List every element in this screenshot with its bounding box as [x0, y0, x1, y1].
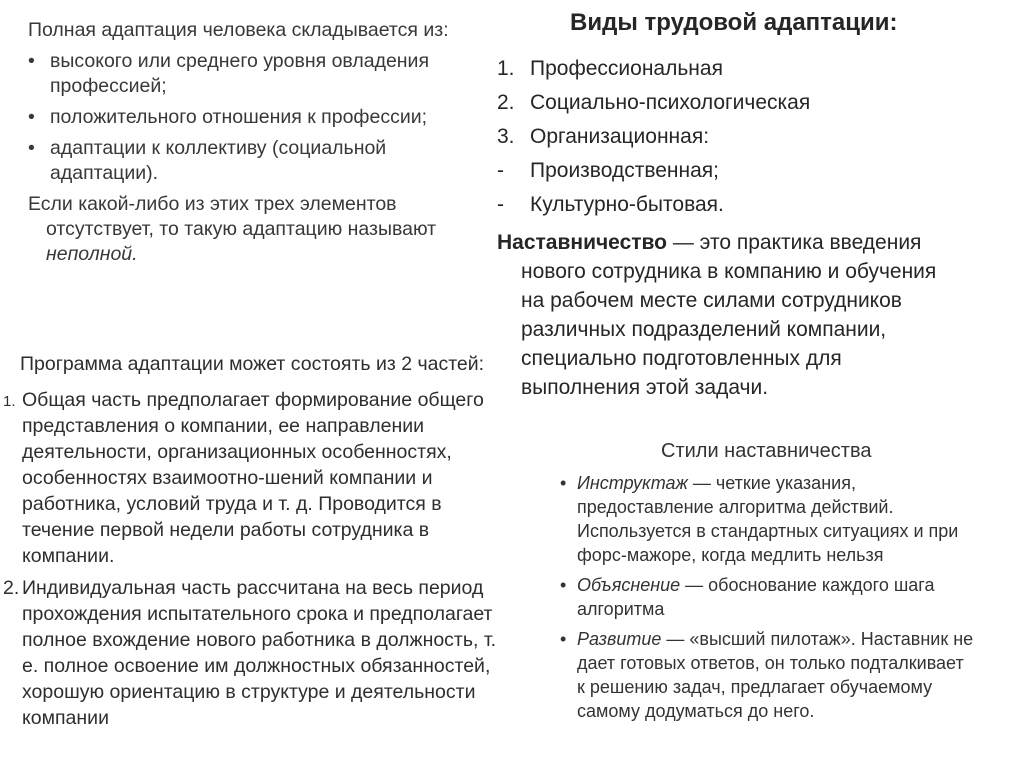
list-item-line: адаптации к коллективу (социальной — [50, 137, 387, 159]
list-item — [497, 120, 1007, 154]
item-number: 1. — [3, 393, 16, 410]
list-item-line: высокого или среднего уровня овладения — [50, 50, 430, 72]
style-line: алгоритма — [577, 599, 665, 619]
bullet-icon: • — [28, 50, 35, 72]
definition-line: на рабочем месте силами сотрудников — [521, 289, 902, 312]
list-item — [560, 627, 1020, 723]
list-item-text: Культурно-бытовая. — [530, 193, 724, 216]
bullet-icon: • — [560, 575, 567, 595]
list-item — [497, 52, 1007, 86]
list-item — [497, 188, 1007, 222]
definition-line: специально подготовленных для — [521, 347, 842, 370]
definition-line: нового сотрудника в компанию и обучения — [521, 260, 937, 283]
item-marker: 2. — [497, 91, 515, 114]
note-line: отсутствует, то такую адаптацию называют — [46, 218, 437, 240]
list-item — [28, 136, 478, 186]
list-item-line: Индивидуальная часть рассчитана на весь период — [22, 577, 484, 599]
item-marker: - — [497, 193, 504, 216]
mentoring-styles-list — [560, 471, 1020, 729]
list-item-text: Организационная: — [530, 125, 710, 148]
list-item — [497, 154, 1007, 188]
list-item-line: хорошую ориентацию в структуре и деятельности — [22, 681, 476, 703]
list-item-line: особенностях взаимоотно-шений компании и — [22, 467, 433, 489]
list-item — [28, 105, 478, 130]
list-item-text: Производственная; — [530, 159, 719, 182]
style-term: Развитие — [577, 629, 662, 649]
definition-text: — это практика введения — [667, 231, 922, 254]
list-item-line: представления о компании, ее направлении — [22, 415, 424, 437]
mentoring-term: Наставничество — [497, 231, 668, 254]
style-line — [577, 627, 1020, 651]
list-item — [560, 471, 1020, 567]
list-item — [497, 86, 1007, 120]
list-item-text: Социально-психологическая — [530, 91, 811, 114]
list-item — [0, 387, 500, 569]
note-line: Если какой-либо из этих трех элементов — [28, 193, 397, 215]
adaptation-program-block — [0, 351, 500, 737]
list-item-line: компании — [22, 707, 109, 729]
style-line: дает готовых ответов, он только подталкивает — [577, 653, 964, 673]
definition-line: различных подразделений компании, — [521, 318, 887, 341]
style-text: — «высший пилотаж». Наставник не — [661, 629, 974, 649]
list-item-line: положительного отношения к профессии; — [50, 106, 428, 128]
mentoring-styles-title: Стили наставничества — [661, 440, 872, 462]
item-number: 2. — [3, 577, 20, 599]
list-item-line: деятельности, организационных особенностях, — [22, 441, 452, 463]
list-item — [28, 49, 478, 99]
style-line: форс-мажоре, когда медлить нельзя — [577, 545, 884, 565]
adaptation-types-list — [497, 52, 1007, 222]
list-item-line: работника, условий труда и т. д. Проводится в — [22, 493, 442, 515]
list-item-line: е. полное освоение им должностных обязанностей, — [22, 655, 491, 677]
list-item-line: адаптации). — [50, 162, 159, 184]
program-title: Программа адаптации может состоять из 2 частей: — [20, 353, 485, 375]
incomplete-adaptation-note — [28, 192, 478, 267]
item-marker: 1. — [497, 57, 515, 80]
style-text: — четкие указания, — [687, 473, 856, 493]
list-item — [560, 573, 1020, 621]
style-term: Инструктаж — [577, 473, 688, 493]
bullet-icon: • — [560, 473, 567, 493]
list-item-line: компании. — [22, 545, 115, 567]
style-line: предоставление алгоритма действий. — [577, 497, 894, 517]
full-adaptation-intro: Полная адаптация человека складывается из: — [28, 19, 449, 41]
list-item-line: полное вхождение нового работника в должность, т. — [22, 629, 497, 651]
list-item — [0, 575, 500, 731]
list-item-line: прохождения испытательного срока и предполагает — [22, 603, 493, 625]
list-item-line: Общая часть предполагает формирование общего — [22, 389, 484, 411]
item-marker: - — [497, 159, 504, 182]
item-marker: 3. — [497, 125, 515, 148]
style-line — [577, 573, 1020, 597]
style-text: — обоснование каждого шага — [680, 575, 935, 595]
list-item-line: профессией; — [50, 75, 167, 97]
list-item-line: течение первой недели работы сотрудника в — [22, 519, 430, 541]
bullet-icon: • — [28, 137, 35, 159]
style-line: самому додуматься до него. — [577, 701, 815, 721]
full-adaptation-block — [28, 18, 478, 267]
style-line — [577, 471, 1020, 495]
style-line: Используется в стандартных ситуациях и при — [577, 521, 959, 541]
list-item-text: Профессиональная — [530, 57, 723, 80]
definition-line: выполнения этой задачи. — [521, 376, 769, 399]
note-line-italic: неполной. — [46, 243, 138, 265]
style-line: к решению задач, предлагает обучаемому — [577, 677, 933, 697]
style-term: Объяснение — [577, 575, 681, 595]
adaptation-types-title: Виды трудовой адаптации: — [570, 9, 898, 36]
mentoring-definition — [497, 228, 1007, 402]
bullet-icon: • — [560, 629, 567, 649]
definition-line — [497, 228, 1007, 257]
bullet-icon: • — [28, 106, 35, 128]
